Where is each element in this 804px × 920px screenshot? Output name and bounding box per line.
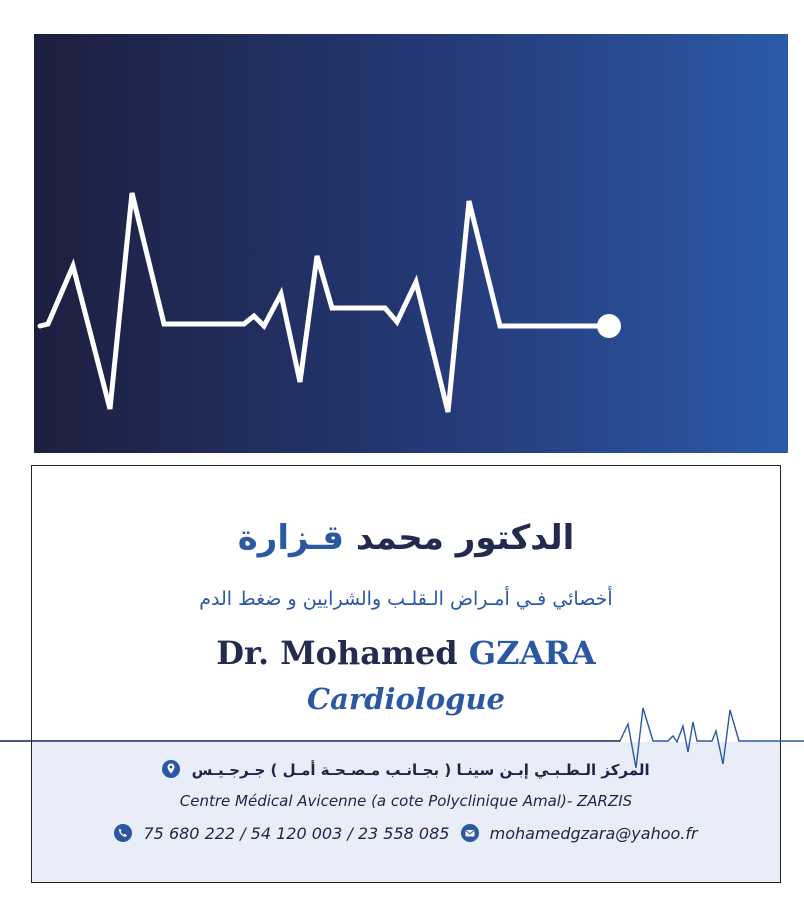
doctor-title: Cardiologue xyxy=(307,682,505,716)
mail-icon xyxy=(461,824,479,842)
arabic-name-main: الدكتور محمد xyxy=(355,518,575,558)
pulse-divider-icon xyxy=(0,696,804,776)
arabic-specialty: أخصائي فـي أمـراض الـقلـب والشرايين و ضغط الدم xyxy=(199,588,613,610)
phone-icon xyxy=(114,824,132,842)
card-back xyxy=(31,465,781,883)
contact-line xyxy=(32,824,780,843)
doctor-name-prefix: Dr. Mohamed xyxy=(216,634,458,672)
arabic-name-family: قـزارة xyxy=(237,518,345,558)
arabic-name xyxy=(32,518,780,558)
email-link[interactable]: mohamedgzara@yahoo.fr xyxy=(489,824,698,843)
address-french: Centre Médical Avicenne (a cote Polyclinique Amal)- ZARZIS xyxy=(179,792,633,810)
doctor-name-family: GZARA xyxy=(468,634,596,672)
card-front xyxy=(34,34,788,453)
address-arabic-text: المركز الـطـبـي إبـن سينـا ( بجـانـب مـصـحـة أمـل ) جـرجـيـس xyxy=(191,761,650,779)
heartbeat-line-icon xyxy=(34,34,788,453)
doctor-name xyxy=(32,634,780,672)
phone-numbers[interactable]: 75 680 222 / 54 120 003 / 23 558 085 xyxy=(143,824,450,843)
